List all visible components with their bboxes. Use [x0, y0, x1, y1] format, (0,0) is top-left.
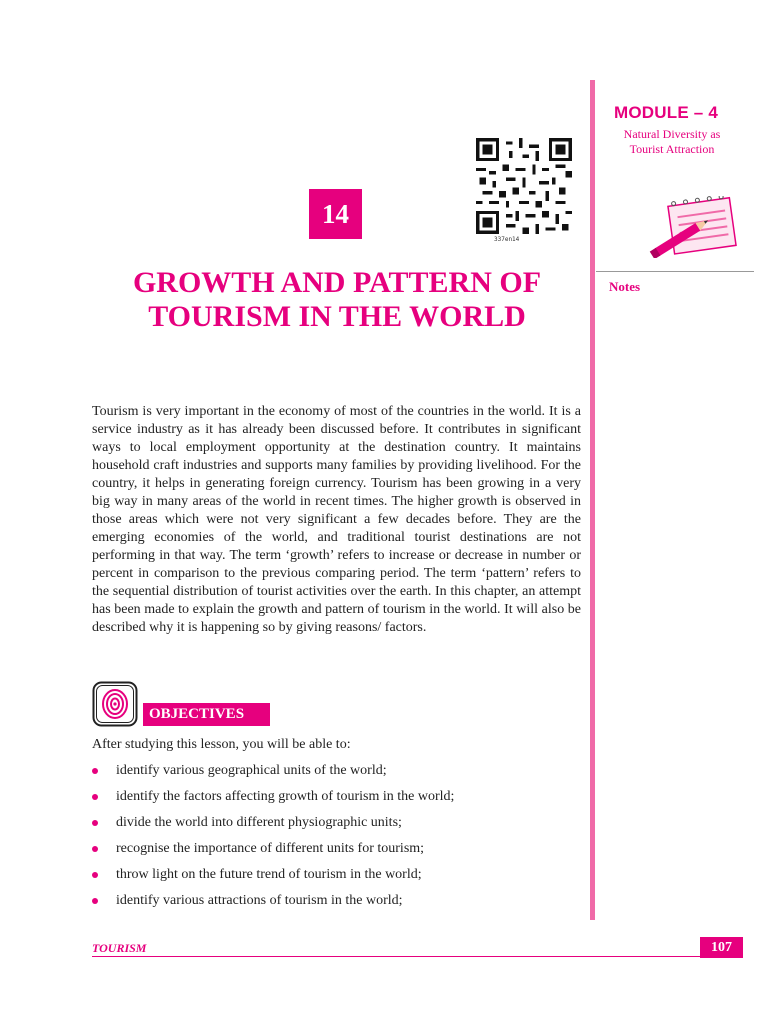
- list-item-text: throw light on the future trend of tourism in the world;: [116, 867, 422, 882]
- list-item: [92, 840, 582, 858]
- module-subtitle-line2: Tourist Attraction: [629, 142, 715, 156]
- module-title: MODULE – 4: [614, 103, 719, 122]
- intro-paragraph: Tourism is very important in the economy of most of the countries in the world. It is a service industry as it has already been discussed before. It contributes in significant ways to local employment opportunity at the destination country. It maintains household craft industries and supports many families by providing livelihood. For the country, it helps in generating foreign currency. Tourism has been growing in a very big way in many areas of the world in recent times. The higher growth is observed in those areas which were not very significant a few decades before. They are the emerging economies of the world, and traditional tourist destinations are not performing in that way. The term ‘growth’ refers to increase or decrease in number or percent in comparison to the previous comparing period. The term ‘pattern’ refers to the sequential distribution of tourist activities over the earth. In this chapter, an attempt has been made to explain the growth and pattern of tourism in the world. It will also be described why it is happening so by giving reasons/ factors.: [92, 404, 581, 635]
- chapter-title-line2: TOURISM IN THE WORLD: [148, 300, 526, 333]
- target-icon: [92, 681, 138, 727]
- list-item-text: identify the factors affecting growth of tourism in the world;: [116, 789, 455, 804]
- bullet-icon: [92, 872, 98, 878]
- bullet-icon: [92, 768, 98, 774]
- qr-code-label: 337en14: [494, 236, 520, 243]
- page-number: 107: [700, 937, 743, 958]
- list-item-text: divide the world into different physiographic units;: [116, 815, 402, 830]
- notes-label: Notes: [609, 279, 641, 294]
- list-item-text: recognise the importance of different units for tourism;: [116, 841, 425, 856]
- module-subtitle: [604, 127, 740, 157]
- list-item: [92, 866, 582, 884]
- bullet-icon: [92, 820, 98, 826]
- list-item: [92, 762, 582, 780]
- module-subtitle-line1: Natural Diversity as: [623, 127, 721, 141]
- bullet-icon: [92, 846, 98, 852]
- chapter-title: [92, 266, 582, 334]
- list-item: [92, 788, 582, 806]
- list-item: [92, 814, 582, 832]
- footer-label: TOURISM: [92, 941, 147, 955]
- qr-code-icon: [476, 138, 572, 234]
- list-item: [92, 892, 582, 910]
- margin-divider: [590, 80, 595, 920]
- objectives-list: [92, 762, 582, 918]
- bullet-icon: [92, 794, 98, 800]
- chapter-title-line1: GROWTH AND PATTERN OF: [132, 266, 542, 299]
- notes-rule: [596, 271, 754, 272]
- objectives-lead: After studying this lesson, you will be able to:: [92, 737, 351, 752]
- chapter-number: 14: [309, 189, 362, 239]
- objectives-label: OBJECTIVES: [143, 703, 270, 726]
- footer-rule: [92, 956, 743, 957]
- list-item-text: identify various attractions of tourism in the world;: [116, 893, 403, 908]
- notepad-pencil-icon: [643, 196, 743, 258]
- list-item-text: identify various geographical units of the world;: [116, 763, 387, 778]
- bullet-icon: [92, 898, 98, 904]
